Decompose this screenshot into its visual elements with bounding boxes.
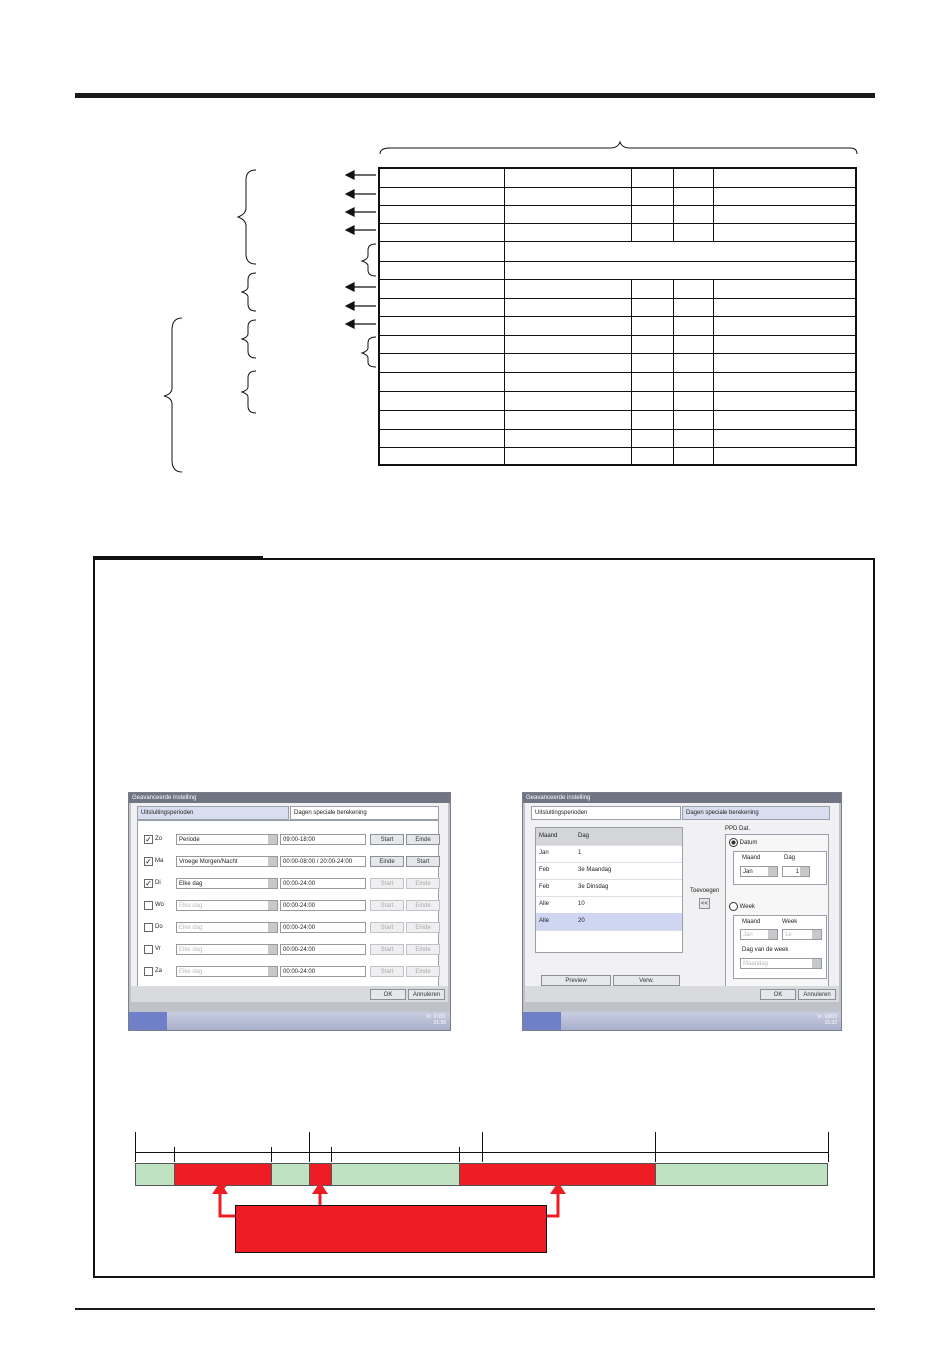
structure-table [378, 167, 857, 466]
remove-button[interactable]: Verw. [613, 975, 680, 986]
weekday-label: Dag van de week [742, 947, 789, 953]
day-label: Dag [784, 855, 796, 861]
month-select[interactable]: Jan [740, 866, 778, 877]
table-row [380, 336, 855, 354]
day-label: Ma [155, 858, 164, 864]
radio-date[interactable]: Datum [729, 838, 757, 847]
brace-3 [242, 320, 256, 358]
table-row [380, 430, 855, 448]
time-input[interactable]: 00:00-24:00 [280, 944, 366, 955]
table-row [380, 188, 855, 206]
add-button[interactable]: << [699, 898, 710, 909]
day-select[interactable]: 1 [782, 866, 810, 877]
right-settings-window [522, 792, 842, 1031]
start-button[interactable]: Start [370, 878, 404, 889]
weekday-select[interactable]: Maandag [740, 958, 822, 969]
timeline-tick [135, 1132, 136, 1162]
mode-select[interactable]: Elke dag [176, 878, 278, 889]
cancel-button[interactable]: Annuleren [408, 989, 445, 1000]
day-label: Zo [155, 836, 163, 842]
end-button[interactable]: Einde [406, 944, 440, 955]
end-button[interactable]: Einde [370, 856, 404, 867]
week-group [733, 915, 827, 979]
month-select[interactable]: Jan [740, 929, 778, 940]
window-title: Geavanceerde instelling [129, 793, 450, 803]
top-brace [380, 142, 857, 154]
window-body [131, 803, 448, 986]
table-row [380, 411, 855, 430]
end-button[interactable]: Einde [406, 966, 440, 977]
timeline-tick [271, 1147, 272, 1162]
radio-week[interactable]: Week [729, 902, 755, 911]
mode-select[interactable]: Elke dag [176, 922, 278, 933]
time-input[interactable]: 00:00-24:00 [280, 878, 366, 889]
day-label: Di [155, 880, 161, 886]
ok-button[interactable]: OK [760, 989, 796, 1000]
day-label: Wo [155, 902, 164, 908]
day-checkbox[interactable] [144, 945, 153, 954]
arrow-left [220, 1192, 235, 1216]
window-body [525, 803, 839, 986]
tab-exclusion-periods[interactable]: Uitsluitingsperioden [531, 806, 681, 820]
ok-button[interactable]: OK [370, 989, 406, 1000]
table-row [380, 299, 855, 317]
date-group [733, 851, 827, 885]
day-checkbox[interactable]: ✓ [145, 857, 152, 866]
preview-button[interactable]: Preview [541, 975, 611, 986]
list-item[interactable]: Jan 1 [536, 845, 682, 863]
week-select[interactable]: 1e [782, 929, 822, 940]
start-button[interactable]: Start [370, 834, 404, 845]
brace-1 [238, 170, 256, 264]
chevron-down-icon[interactable] [812, 930, 821, 939]
taskbar [523, 1012, 841, 1030]
taskbar [129, 1012, 450, 1030]
time-input[interactable]: 00:00-24:00 [280, 922, 366, 933]
table-row [380, 373, 855, 392]
mode-select[interactable]: Elke dag [176, 966, 278, 977]
start-button[interactable]: Start [370, 966, 404, 977]
clock: Vr. 10/03 15:32 [817, 1014, 837, 1026]
chevron-down-icon[interactable] [268, 945, 277, 954]
ppd-panel [725, 834, 829, 994]
table-row [380, 354, 855, 373]
chevron-down-icon[interactable] [768, 867, 777, 876]
table-row [380, 317, 855, 336]
table-row [380, 448, 855, 464]
chevron-down-icon[interactable] [268, 901, 277, 910]
brace-small-2 [362, 337, 376, 367]
table-row [380, 280, 855, 299]
periods-panel [137, 820, 439, 988]
left-settings-window [128, 792, 451, 1031]
table-row [380, 169, 855, 188]
mode-select[interactable]: Periode [176, 834, 278, 845]
table-row [380, 262, 855, 280]
timeline-tick [174, 1147, 175, 1162]
chevron-down-icon[interactable] [800, 867, 809, 876]
timeline-tick [482, 1132, 483, 1162]
list-item[interactable]: Feb 3e Dinsdag [536, 879, 682, 897]
special-days-list [535, 827, 683, 953]
chevron-down-icon[interactable] [268, 923, 277, 932]
day-checkbox[interactable]: ✓ [145, 835, 152, 844]
list-item-selected[interactable]: Alle 20 [536, 913, 682, 931]
tab-exclusion-periods[interactable]: Uitsluitingsperioden [137, 806, 289, 820]
window-footer [131, 986, 448, 1002]
start-button[interactable]: Start [406, 856, 440, 867]
list-item[interactable]: Alle 10 [536, 896, 682, 914]
time-input[interactable]: 09:00-18:00 [280, 834, 366, 845]
bottom-rule [75, 1308, 875, 1310]
table-row [380, 206, 855, 224]
end-button[interactable]: Einde [406, 922, 440, 933]
timeline-tick [459, 1147, 460, 1162]
start-button[interactable]: Start [370, 900, 404, 911]
time-input[interactable]: 00:00-24:00 [280, 900, 366, 911]
end-button[interactable]: Einde [406, 834, 440, 845]
day-label: Za [155, 968, 163, 974]
arrow-right [547, 1192, 558, 1216]
window-title: Geavanceerde instelling [523, 793, 841, 803]
table-row [380, 224, 855, 242]
day-checkbox[interactable] [144, 923, 153, 932]
end-button[interactable]: Einde [406, 900, 440, 911]
tab-special-days[interactable]: Dagen speciale berekening [290, 806, 439, 820]
list-header: Maand Dag [536, 828, 682, 846]
brace-big [164, 318, 182, 472]
chevron-down-icon[interactable] [268, 967, 277, 976]
timeline-tick [309, 1132, 310, 1162]
start-button-icon[interactable] [129, 1012, 167, 1030]
start-button[interactable]: Start [370, 922, 404, 933]
frame-tab [93, 556, 263, 560]
brace-4 [242, 371, 256, 413]
month-label: Maand [742, 855, 761, 861]
ppd-label: PPD Dat. [725, 826, 751, 832]
week-label: Week [782, 919, 798, 925]
timeline-tick [331, 1147, 332, 1162]
time-input[interactable]: 00:00-24:00 [280, 966, 366, 977]
day-checkbox[interactable] [144, 967, 153, 976]
day-checkbox[interactable]: ✓ [145, 879, 152, 888]
clock: Vr. 27/01 21:36 [426, 1014, 446, 1026]
mode-select[interactable]: Vroege Morgen/Nacht [176, 856, 278, 867]
timeline-included-segment [655, 1163, 828, 1186]
window-footer [525, 986, 839, 1002]
month-label: Maand [742, 919, 761, 925]
table-row [380, 392, 855, 411]
cancel-button[interactable]: Annuleren [798, 989, 836, 1000]
top-rule [75, 93, 875, 98]
chevron-down-icon[interactable] [812, 959, 821, 968]
pointer-arrows [346, 171, 376, 328]
brace-2 [242, 273, 256, 311]
end-button[interactable]: Einde [406, 878, 440, 889]
list-item[interactable]: Feb 3e Maandag [536, 862, 682, 880]
brace-small-1 [362, 244, 376, 276]
chevron-down-icon[interactable] [268, 857, 277, 866]
timeline-included-segment [135, 1163, 175, 1186]
time-input[interactable]: 00:00-08:00 / 20:00-24:00 [280, 856, 366, 867]
day-label: Do [155, 924, 163, 930]
timeline-tick [655, 1132, 656, 1162]
table-row [380, 242, 855, 262]
start-button[interactable]: Start [370, 944, 404, 955]
mode-select[interactable]: Elke dag [176, 900, 278, 911]
day-checkbox[interactable] [144, 901, 153, 910]
mode-select[interactable]: Elke dag [176, 944, 278, 955]
add-label: Toevoegen [690, 888, 720, 894]
tab-special-days[interactable]: Dagen speciale berekening [682, 806, 830, 820]
exclusion-callout [235, 1205, 547, 1253]
day-label: Vr [155, 946, 161, 952]
timeline-tick [828, 1132, 829, 1162]
start-button-icon[interactable] [523, 1012, 561, 1030]
chevron-down-icon[interactable] [268, 835, 277, 844]
chevron-down-icon[interactable] [768, 930, 777, 939]
chevron-down-icon[interactable] [268, 879, 277, 888]
